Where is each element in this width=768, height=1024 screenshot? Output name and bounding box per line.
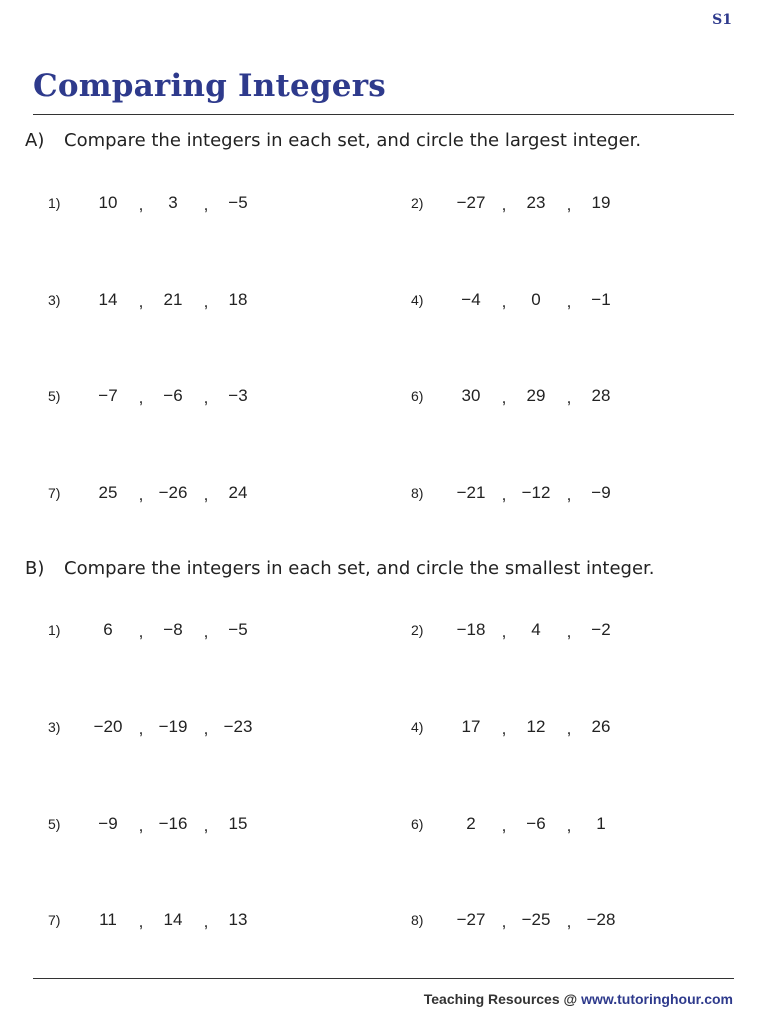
footer-divider: [33, 978, 734, 979]
integer-value[interactable]: 1: [596, 814, 606, 833]
problem-number: 5): [48, 388, 61, 404]
integer-value[interactable]: −26: [158, 483, 188, 502]
integer-value[interactable]: 6: [103, 620, 113, 639]
integer-value[interactable]: 2: [466, 814, 476, 833]
integer-value[interactable]: −18: [456, 620, 486, 639]
problem-number: 2): [411, 195, 424, 211]
separator-comma: ,: [501, 816, 507, 835]
separator-comma: ,: [566, 292, 572, 311]
separator-comma: ,: [501, 719, 507, 738]
separator-comma: ,: [203, 912, 209, 931]
separator-comma: ,: [501, 388, 507, 407]
separator-comma: ,: [566, 388, 572, 407]
page-title: Comparing Integers: [33, 68, 386, 104]
integer-value[interactable]: 21: [163, 290, 183, 309]
integer-value[interactable]: 26: [591, 717, 611, 736]
problem-number: 4): [411, 719, 424, 735]
integer-value[interactable]: 11: [99, 910, 117, 929]
footer-link[interactable]: www.tutoringhour.com: [581, 991, 733, 1007]
problem-number: 6): [411, 388, 424, 404]
separator-comma: ,: [566, 485, 572, 504]
separator-comma: ,: [138, 622, 144, 641]
integer-value[interactable]: −6: [163, 386, 183, 405]
integer-value[interactable]: 15: [228, 814, 248, 833]
integer-value[interactable]: −12: [521, 483, 551, 502]
problem-number: 7): [48, 912, 61, 928]
problem-number: 3): [48, 292, 61, 308]
integer-value[interactable]: 13: [228, 910, 248, 929]
problem-number: 6): [411, 816, 424, 832]
integer-value[interactable]: −20: [93, 717, 123, 736]
integer-value[interactable]: −21: [456, 483, 486, 502]
problem-b-6: [411, 814, 711, 838]
separator-comma: ,: [138, 912, 144, 931]
integer-value[interactable]: −5: [228, 193, 248, 212]
integer-value[interactable]: −25: [521, 910, 551, 929]
problem-number: 7): [48, 485, 61, 501]
problem-a-7: [48, 483, 348, 507]
integer-value[interactable]: 12: [526, 717, 546, 736]
integer-value[interactable]: 4: [531, 620, 541, 639]
problem-number: 8): [411, 912, 424, 928]
integer-value[interactable]: −19: [158, 717, 188, 736]
integer-value[interactable]: 3: [168, 193, 178, 212]
problem-a-3: [48, 290, 348, 314]
separator-comma: ,: [138, 292, 144, 311]
page-code: S1: [712, 12, 732, 28]
integer-value[interactable]: −5: [228, 620, 248, 639]
separator-comma: ,: [566, 912, 572, 931]
integer-value[interactable]: 17: [461, 717, 481, 736]
problem-b-4: [411, 717, 711, 741]
problem-a-8: [411, 483, 711, 507]
separator-comma: ,: [203, 485, 209, 504]
separator-comma: ,: [138, 719, 144, 738]
integer-value[interactable]: −16: [158, 814, 188, 833]
integer-value[interactable]: 14: [163, 910, 183, 929]
problem-number: 8): [411, 485, 424, 501]
problem-b-1: [48, 620, 348, 644]
problem-a-5: [48, 386, 348, 410]
separator-comma: ,: [203, 388, 209, 407]
problem-a-1: [48, 193, 348, 217]
footer: [424, 991, 733, 1007]
section-b-heading: [25, 558, 655, 579]
separator-comma: ,: [566, 816, 572, 835]
integer-value[interactable]: 29: [526, 386, 546, 405]
separator-comma: ,: [138, 388, 144, 407]
integer-value[interactable]: 25: [98, 483, 118, 502]
integer-value[interactable]: 19: [591, 193, 611, 212]
integer-value[interactable]: 18: [228, 290, 248, 309]
problem-number: 1): [48, 195, 61, 211]
problem-b-5: [48, 814, 348, 838]
integer-value[interactable]: 0: [531, 290, 541, 309]
section-b-instruction: Compare the integers in each set, and circle the smallest integer.: [64, 558, 655, 579]
integer-value[interactable]: −27: [456, 910, 486, 929]
integer-value[interactable]: −2: [591, 620, 611, 639]
problem-number: 5): [48, 816, 61, 832]
integer-value[interactable]: 14: [98, 290, 118, 309]
separator-comma: ,: [138, 485, 144, 504]
integer-value[interactable]: −1: [591, 290, 611, 309]
separator-comma: ,: [501, 195, 507, 214]
integer-value[interactable]: −23: [223, 717, 253, 736]
separator-comma: ,: [566, 195, 572, 214]
separator-comma: ,: [203, 816, 209, 835]
separator-comma: ,: [203, 622, 209, 641]
integer-value[interactable]: 30: [461, 386, 481, 405]
section-a-instruction: Compare the integers in each set, and circle the largest integer.: [64, 130, 642, 151]
section-b-letter: B): [25, 558, 45, 579]
problem-b-3: [48, 717, 348, 741]
footer-text: Teaching Resources @: [423, 991, 582, 1007]
section-a-letter: A): [25, 130, 45, 151]
problem-number: 3): [48, 719, 61, 735]
integer-value[interactable]: 28: [591, 386, 611, 405]
integer-value[interactable]: −3: [228, 386, 248, 405]
separator-comma: ,: [566, 719, 572, 738]
problem-number: 4): [411, 292, 424, 308]
separator-comma: ,: [138, 195, 144, 214]
problem-b-7: [48, 910, 348, 934]
problem-number: 2): [411, 622, 424, 638]
separator-comma: ,: [203, 195, 209, 214]
title-divider: [33, 114, 734, 115]
integer-value[interactable]: −9: [591, 483, 611, 502]
problem-a-6: [411, 386, 711, 410]
integer-value[interactable]: 10: [98, 193, 118, 212]
integer-value[interactable]: −28: [586, 910, 616, 929]
problem-b-8: [411, 910, 711, 934]
problem-b-2: [411, 620, 711, 644]
separator-comma: ,: [501, 292, 507, 311]
problem-a-4: [411, 290, 711, 314]
separator-comma: ,: [203, 719, 209, 738]
separator-comma: ,: [138, 816, 144, 835]
integer-value[interactable]: −4: [461, 290, 481, 309]
integer-value[interactable]: −27: [456, 193, 486, 212]
integer-value[interactable]: −7: [98, 386, 118, 405]
separator-comma: ,: [501, 485, 507, 504]
separator-comma: ,: [203, 292, 209, 311]
problem-number: 1): [48, 622, 61, 638]
integer-value[interactable]: −8: [163, 620, 183, 639]
integer-value[interactable]: 24: [228, 483, 248, 502]
separator-comma: ,: [501, 912, 507, 931]
section-a-heading: [25, 130, 641, 151]
separator-comma: ,: [501, 622, 507, 641]
integer-value[interactable]: 23: [526, 193, 546, 212]
separator-comma: ,: [566, 622, 572, 641]
integer-value[interactable]: −9: [98, 814, 118, 833]
integer-value[interactable]: −6: [526, 814, 546, 833]
problem-a-2: [411, 193, 711, 217]
